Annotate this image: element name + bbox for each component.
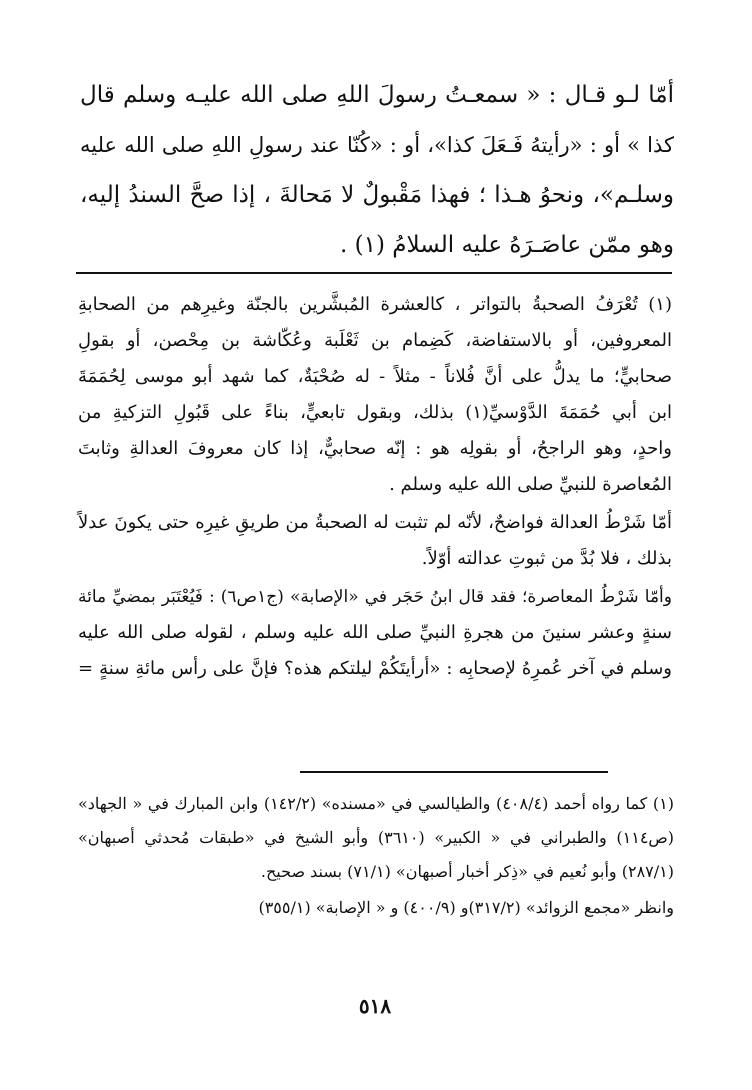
footnote-line: سنةٍ وعشر سنينَ من هجرةِ النبيِّ صلى الله عليه وسلم ، لقوله صلى الله عليه xyxy=(78,622,672,643)
footnote-line: (٢٨٧/١) وأبو نُعيم في «ذِكر أخبار أصبهان» (٧١/١) بسند صحيح. xyxy=(260,862,674,881)
page-number: ٥١٨ xyxy=(358,994,392,1018)
footnote-divider-short xyxy=(300,771,608,773)
main-text-line: وسلـم»، ونحوُ هـذا ؛ فهذا مَقْبولٌ لا مَحالةَ ، إذا صحَّ السندُ إليه، xyxy=(80,182,674,208)
footnote-line: (١) كما رواه أحمد (٤٠٨/٤) والطيالسي في «مسنده» (١٤٢/٢) وابن المبارك في « الجهاد» xyxy=(78,794,675,813)
footnote-line: وأمّا شَرْطُ المعاصرة؛ فقد قال ابنُ حَجَر في «الإصابة» (ج١ص٦) : فَيُعْتَبَر بمضيِّ مائة xyxy=(78,587,672,607)
footnote-divider xyxy=(76,272,672,274)
footnote-line: (ص١١٤) والطبراني في « الكبير» (٣٦١٠) وأبو الشيخ في «طبقات مُحدثي أصبهان» xyxy=(78,828,675,847)
footnote-line: المعروفين، أو بالاستفاضة، كَضِمام بن ثَعْلَبة وعُكّاشة بن مِحْصن، أو بقولِ xyxy=(78,330,672,351)
main-text-line: وهو ممّن عاصَـرَهُ عليه السلامُ (١) . xyxy=(340,232,674,258)
footnote-line: (١) تُعْرَفُ الصحبةُ بالتواتر ، كالعشرة المُبشَّرين بالجنّة وغيرِهم من الصحابةِ xyxy=(78,294,672,315)
footnote-line: وسلم في آخر عُمرِهُ لإصحابِه : «أرأيتَكُمْ ليلتكم هذه؟ فإنَّ على رأس مائةِ سنةٍ = xyxy=(78,658,672,679)
footnote-line: المُعاصرة للنبيِّ صلى الله عليه وسلم . xyxy=(389,474,672,495)
footnote-line: وانظر «مجمع الزوائد» (٣١٧/٢)و (٤٠٠/٩) و « الإصابة» (٣٥٥/١) xyxy=(258,898,674,917)
footnote-line: واحدٍ، وهو الراجحُ، أو بقولِه هو : إنّه صحابيٌّ، إذا كان معروفَ العدالةِ وثابتَ xyxy=(78,438,672,459)
footnote-line: صحابيٍّ؛ ما يدلُّ على أنَّ فُلاناً - مثلاً - له صُحْبَةٌ، كما شهد أبو موسى لِحُمَمَةَ xyxy=(78,366,672,387)
footnote-line: أمّا شَرْطُ العدالة فواضحٌ، لأنّه لم تثبت له الصحبةُ من طريقِ غيرِه حتى يكونَ عدلاً xyxy=(78,512,672,533)
footnote-line: ابن أبي حُمَمَةَ الدَّوْسيِّ(١) بذلك، وبقول تابعيٍّ، بناءً على قَبُولِ التزكيةِ من xyxy=(78,402,672,423)
main-text-line: أمّا لـو قـال : « سمعـتُ رسولَ اللهِ صلى الله عليـه وسلم قال xyxy=(80,82,674,108)
footnote-line: بذلك ، فلا بُدَّ من ثبوتِ عدالته أوّلاً. xyxy=(421,548,672,569)
main-text-line: كذا » أو : «رأيتهُ فَـعَلَ كذا»، أو : «كُنّا عند رسولِ اللهِ صلى الله عليه xyxy=(80,133,674,157)
